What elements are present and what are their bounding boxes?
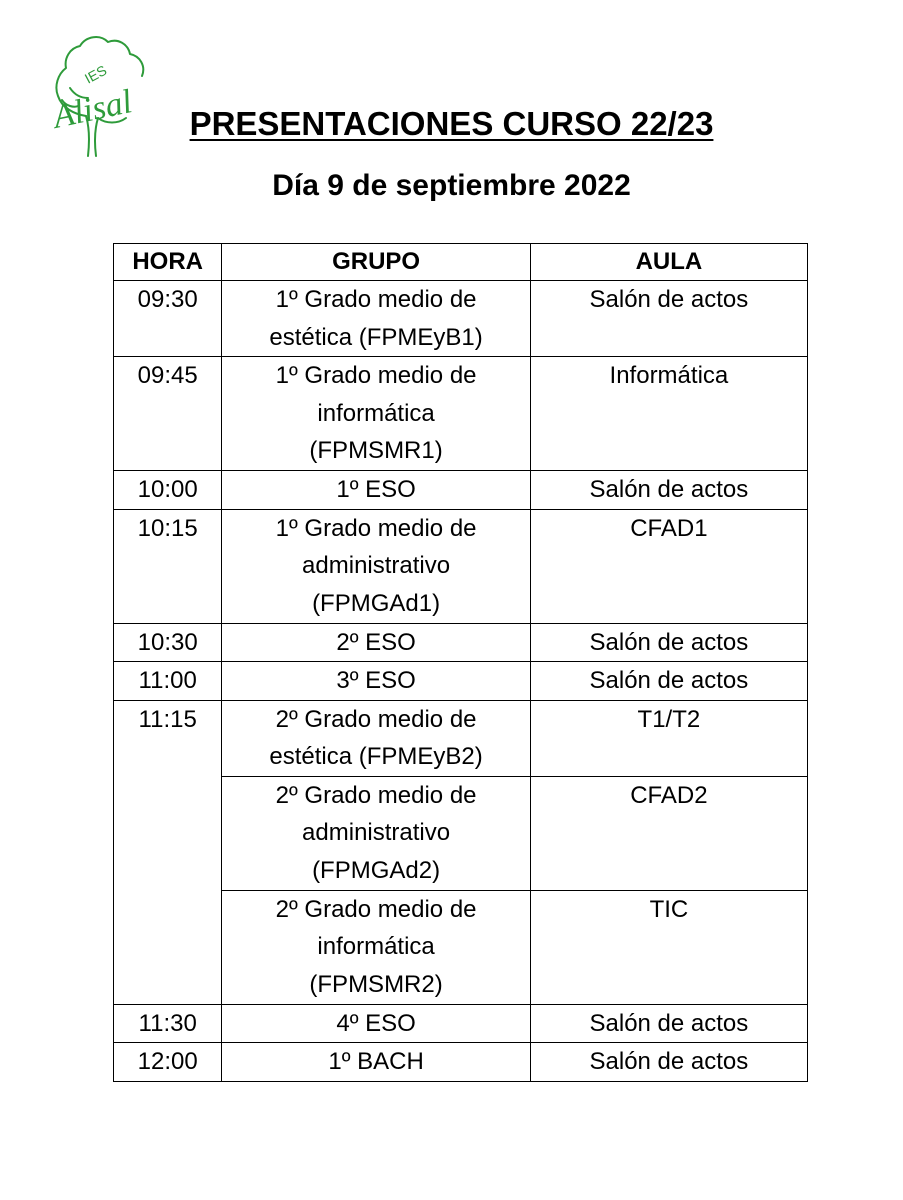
hora-cell: 12:00 — [114, 1043, 222, 1082]
hora-cell: 11:00 — [114, 662, 222, 701]
table-row — [114, 509, 808, 623]
grupo-cell — [222, 1004, 530, 1043]
grupo-line: estética (FPMEyB1) — [269, 323, 483, 351]
table-row — [114, 1043, 808, 1082]
logo-name-text: Alisal — [49, 83, 136, 136]
grupo-line: (FPMGAd1) — [312, 589, 441, 617]
page-title — [0, 102, 903, 146]
grupo-line: 3º ESO — [336, 667, 416, 694]
grupo-line: 1º Grado medio de — [275, 286, 477, 313]
grupo-line: 1º Grado medio de — [275, 362, 477, 389]
hora-cell: 11:30 — [114, 1004, 222, 1043]
grupo-line: 2º Grado medio de — [275, 895, 477, 923]
grupo-line: 1º ESO — [336, 476, 416, 503]
column-header-aula: AULA — [530, 244, 807, 281]
grupo-cell — [222, 890, 530, 1004]
page-subtitle: Día 9 de septiembre 2022 — [272, 169, 631, 202]
schedule-table — [113, 243, 808, 1082]
aula-cell: CFAD1 — [530, 509, 807, 623]
logo-prefix-text: IES — [81, 61, 110, 87]
aula-cell: Salón de actos — [530, 662, 807, 701]
grupo-cell — [222, 357, 530, 471]
table-row — [114, 357, 808, 471]
hora-cell: 09:45 — [114, 357, 222, 471]
grupo-cell — [222, 471, 530, 510]
hora-cell: 10:15 — [114, 509, 222, 623]
table-row — [114, 1004, 808, 1043]
grupo-line: administrativo — [302, 819, 451, 846]
table-row — [114, 623, 808, 662]
aula-cell: CFAD2 — [530, 776, 807, 890]
grupo-cell — [222, 281, 530, 357]
grupo-cell — [222, 776, 530, 890]
hora-cell: 10:30 — [114, 623, 222, 662]
column-header-hora: HORA — [114, 244, 222, 281]
grupo-line: informática — [317, 933, 435, 960]
grupo-line: informática — [317, 399, 435, 427]
aula-cell: Salón de actos — [530, 281, 807, 357]
table-row — [114, 700, 808, 776]
table-row — [114, 471, 808, 510]
grupo-cell — [222, 662, 530, 701]
grupo-line: (FPMGAd2) — [312, 856, 441, 884]
hora-cell: 09:30 — [114, 281, 222, 357]
table-row — [114, 281, 808, 357]
column-header-grupo: GRUPO — [222, 244, 530, 281]
page-title-text: PRESENTACIONES CURSO 22/23 — [189, 105, 714, 142]
aula-cell: TIC — [530, 890, 807, 1004]
aula-cell: Salón de actos — [530, 471, 807, 510]
grupo-line: (FPMSMR2) — [309, 970, 443, 998]
grupo-line: 1º Grado medio de — [275, 514, 477, 542]
table-row — [114, 662, 808, 701]
grupo-line: estética (FPMEyB2) — [269, 743, 483, 770]
table-header-row — [114, 244, 808, 281]
grupo-line: 2º ESO — [336, 628, 416, 656]
hora-cell: 10:00 — [114, 471, 222, 510]
grupo-cell — [222, 509, 530, 623]
grupo-line: 2º Grado medio de — [275, 781, 477, 809]
grupo-line: 2º Grado medio de — [275, 705, 477, 733]
grupo-line: 1º BACH — [328, 1048, 424, 1075]
aula-cell: Salón de actos — [530, 623, 807, 662]
grupo-line: 4º ESO — [336, 1009, 416, 1037]
grupo-line: (FPMSMR1) — [309, 437, 443, 464]
aula-cell: T1/T2 — [530, 700, 807, 776]
grupo-cell — [222, 1043, 530, 1082]
grupo-line: administrativo — [302, 552, 451, 579]
grupo-cell — [222, 623, 530, 662]
aula-cell: Salón de actos — [530, 1043, 807, 1082]
aula-cell: Informática — [530, 357, 807, 471]
hora-cell: 11:15 — [114, 700, 222, 1004]
grupo-cell — [222, 700, 530, 776]
aula-cell: Salón de actos — [530, 1004, 807, 1043]
